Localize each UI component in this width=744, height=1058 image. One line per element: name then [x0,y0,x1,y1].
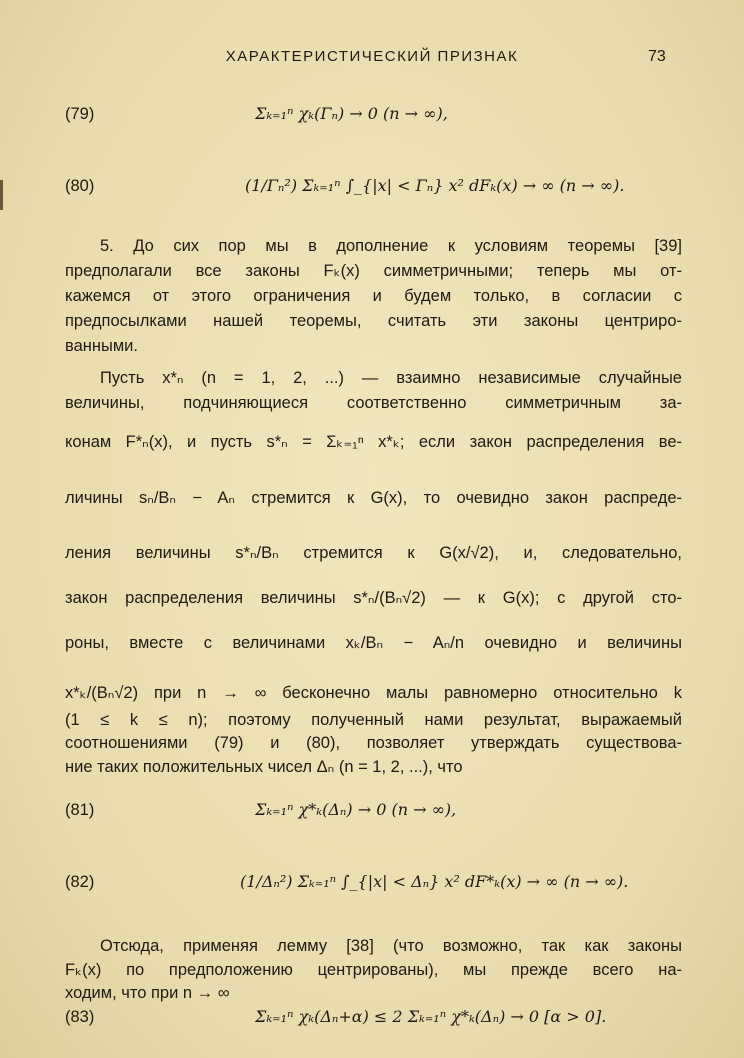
margin-mark [0,180,3,210]
text-line: величины, подчиняющиеся соответственно симметричным за- [65,394,682,412]
text-line: x*ₖ/(Bₙ√2) при n → ∞ бесконечно малы равномерно относительно k [65,684,682,702]
text-line: кажемся от этого ограничения и будем только, в согласии с [65,287,682,305]
text-line: Fₖ(x) по предположению центрированы), мы прежде всего на- [65,961,682,979]
running-header: ХАРАКТЕРИСТИЧЕСКИЙ ПРИЗНАК [225,48,519,65]
text-line: предполагали все законы Fₖ(x) симметричными; теперь мы от- [65,262,682,280]
equation: (1/Δₙ²) Σₖ₌₁ⁿ ∫_{|x| < Δₙ} x² dF*ₖ(x) → ∞ (n → ∞). [240,872,629,891]
page-number: 73 [648,48,666,65]
text-line: ванными. [65,337,138,355]
text-line: Отсюда, применяя лемму [38] (что возможно, так как законы [100,937,682,955]
text-line: 5. До сих пор мы в дополнение к условиям теоремы [39] [100,237,682,255]
text-line: предпосылками нашей теоремы, считать эти законы центриро- [65,312,682,330]
equation-label: (83) [65,1008,95,1026]
equation-label: (81) [65,801,95,819]
equation: Σₖ₌₁ⁿ χₖ(Γₙ) → 0 (n → ∞), [255,104,448,123]
text-line: соотношениями (79) и (80), позволяет утверждать существова- [65,734,682,752]
text-line: ления величины s*ₙ/Bₙ стремится к G(x/√2), и, следовательно, [65,544,682,562]
equation-label: (79) [65,105,95,123]
text-line: закон распределения величины s*ₙ/(Bₙ√2) — к G(x); с другой сто- [65,589,682,607]
text-line: (1 ≤ k ≤ n); поэтому полученный нами результат, выражаемый [65,711,682,729]
text-line: конам F*ₙ(x), и пусть s*ₙ = Σₖ₌₁ⁿ x*ₖ; если закон распределения ве- [65,433,682,451]
text-line: ние таких положительных чисел Δₙ (n = 1, 2, ...), что [65,758,463,776]
equation: Σₖ₌₁ⁿ χ*ₖ(Δₙ) → 0 (n → ∞), [255,800,457,819]
equation: Σₖ₌₁ⁿ χₖ(Δₙ+α) ≤ 2 Σₖ₌₁ⁿ χ*ₖ(Δₙ) → 0 [α > 0]. [255,1007,607,1026]
text-line: ходим, что при n → ∞ [65,984,230,1002]
text-line: Пусть x*ₙ (n = 1, 2, ...) — взаимно независимые случайные [100,369,682,387]
equation: (1/Γₙ²) Σₖ₌₁ⁿ ∫_{|x| < Γₙ} x² dFₖ(x) → ∞ (n → ∞). [245,176,625,195]
text-line: роны, вместе с величинами xₖ/Bₙ − Aₙ/n очевидно и величины [65,634,682,652]
equation-label: (80) [65,177,95,195]
text-line: личины sₙ/Bₙ − Aₙ стремится к G(x), то очевидно закон распреде- [65,489,682,507]
equation-label: (82) [65,873,95,891]
